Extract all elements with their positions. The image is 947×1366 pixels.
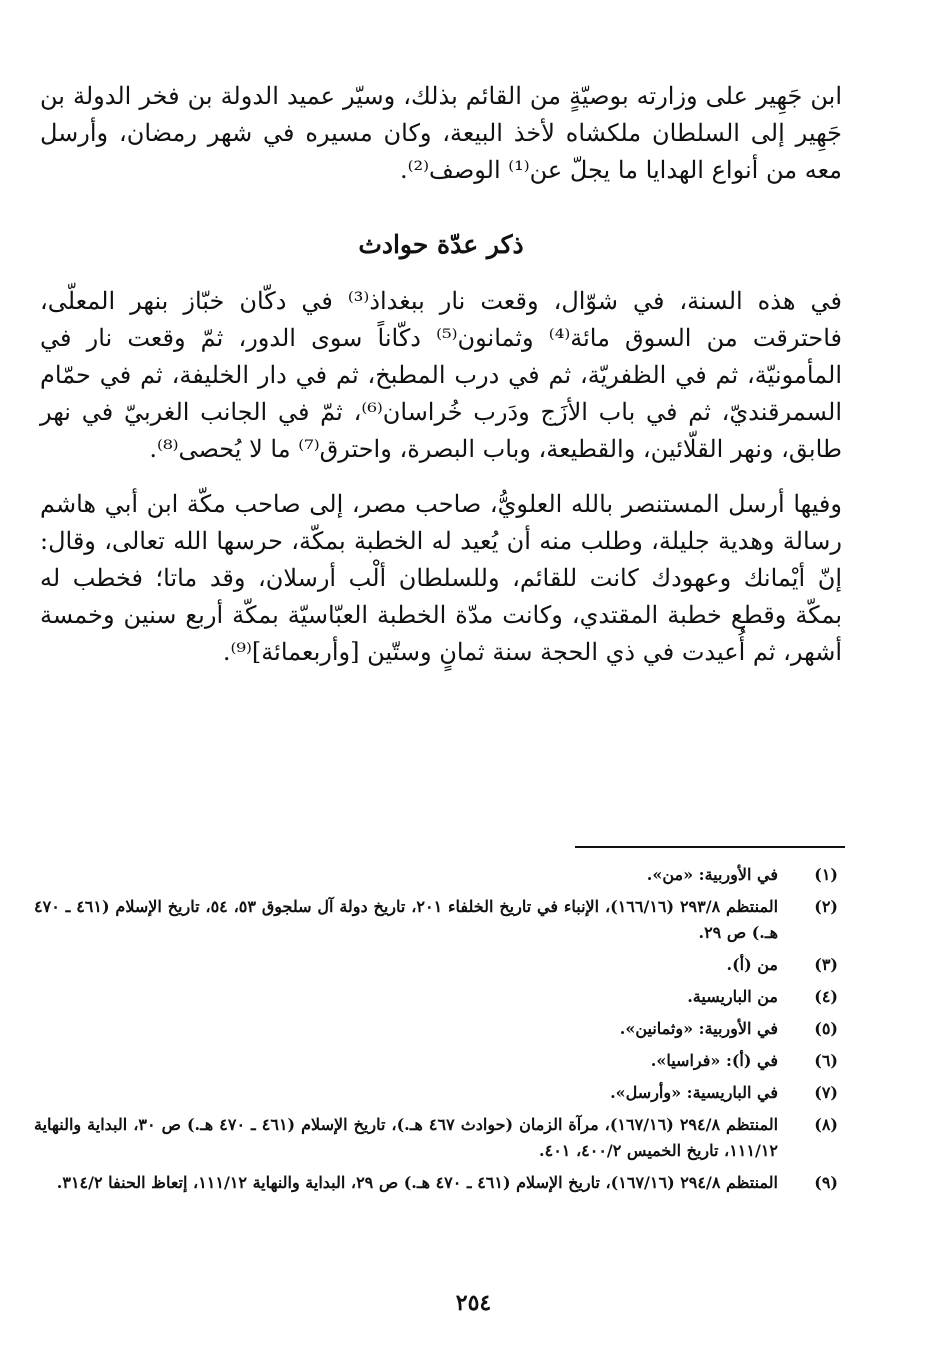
footnote-text: من الباريسية. [687,987,778,1006]
footnote-number: (٤) [814,987,838,1006]
footnote-item [34,1170,840,1196]
paragraph-khutba: وفيها أرسل المستنصر بالله العلويُّ، صاحب مصر، إلى صاحب مكّة ابن أبي هاشم رسالة وهدية جليلة، وطلب منه أن يُعيد له الخطبة بمكّة، حرسها الله تعالى، وقال: إنّ أيْمانك وعهودك كانت للقائم، وللسلطان ألْب أرسلان، وقد ماتا؛ فخطب له بمكّة وقطع خطبة المقتدي، وكانت مدّة الخطبة العبّاسيّة بمكّة أربع سنين وخمسة أشهر، ثم أُعيدت في ذي الحجة سنة ثمانٍ وستّين [وأربعمائة]⁽⁹⁾. [40,490,842,666]
footnote-number: (٥) [814,1019,838,1038]
footnote-text: المنتظم ٢٩٤/٨ (١٦٧/١٦)، مرآة الزمان (حوادث ٤٦٧ هـ.)، تاريخ الإسلام (٤٦١ ـ ٤٧٠ هـ.) ص ٣٠، البداية والنهاية ١١١/١٢، تاريخ الخميس ٤٠٠/٢، ٤٠١. [34,1115,779,1160]
footnote-item [34,952,840,978]
footnote-text: في (أ): «فراسيا». [650,1051,778,1070]
footnote-text: المنتظم ٢٩٣/٨ (١٦٦/١٦)، الإنباء في تاريخ الخلفاء ٢٠١، تاريخ دولة آل سلجوق ٥٣، ٥٤، تاريخ الإسلام (٤٦١ ـ ٤٧٠ هـ.) ص ٢٩. [34,897,779,942]
footnote-item [34,1112,840,1164]
footnote-number: (٩) [814,1173,838,1192]
footnote-item [34,984,840,1010]
footnote-number: (١) [814,865,838,884]
footnote-number: (٦) [814,1051,838,1070]
footnote-number: (٢) [814,897,838,916]
section-heading: ذكر عدّة حوادث [358,230,524,259]
main-text [40,78,842,671]
footnotes [34,862,840,1202]
footnote-number: (٣) [814,955,838,974]
page-number: ٢٥٤ [455,1290,492,1316]
footnote-text: في الأوربية: «وثمانين». [619,1019,778,1038]
footnote-text: المنتظم ٢٩٤/٨ (١٦٧/١٦)، تاريخ الإسلام (٤٦١ ـ ٤٧٠ هـ.) ص ٢٩، البداية والنهاية ١١١/١٢، إتعاظ الحنفا ٣١٤/٢. [56,1173,778,1192]
footnote-number: (٧) [814,1083,838,1102]
footnote-text: من (أ). [726,955,778,974]
footnote-item [34,1016,840,1042]
footnote-item [34,1080,840,1106]
footnote-text: في الباريسية: «وأرسل». [610,1083,778,1102]
footnote-number: (٨) [814,1115,838,1134]
footnote-item [34,862,840,888]
footnote-item [34,894,840,946]
footnote-item [34,1048,840,1074]
intro-paragraph: ابن جَهِير على وزارته بوصيّةٍ من القائم بذلك، وسيّر عميد الدولة بن فخر الدولة بن جَهِير إلى السلطان ملكشاه لأخذ البيعة، وكان مسيره في شهر رمضان، وأرسل معه من أنواع الهدايا ما يجلّ عن⁽¹⁾ الوصف⁽²⁾. [40,82,842,184]
paragraph-events: في هذه السنة، في شوّال، وقعت نار ببغداذ⁽³⁾ في دكّان خبّاز بنهر المعلّى، فاحترقت من السوق مائة⁽⁴⁾ وثمانون⁽⁵⁾ دكّاناً سوى الدور، ثمّ وقعت نار في المأمونيّة، ثم في الظفريّة، ثم في درب المطبخ، ثم في دار الخليفة، ثم في حمّام السمرقنديّ، ثم في باب الأزَج ودَرب خُراسان⁽⁶⁾، ثمّ في الجانب الغربيّ في نهر طابق، ونهر القلّائين، والقطيعة، وباب البصرة، واحترق⁽⁷⁾ ما لا يُحصى⁽⁸⁾. [40,287,843,463]
footnote-text: في الأوربية: «من». [646,865,778,884]
footnote-separator [575,846,845,848]
